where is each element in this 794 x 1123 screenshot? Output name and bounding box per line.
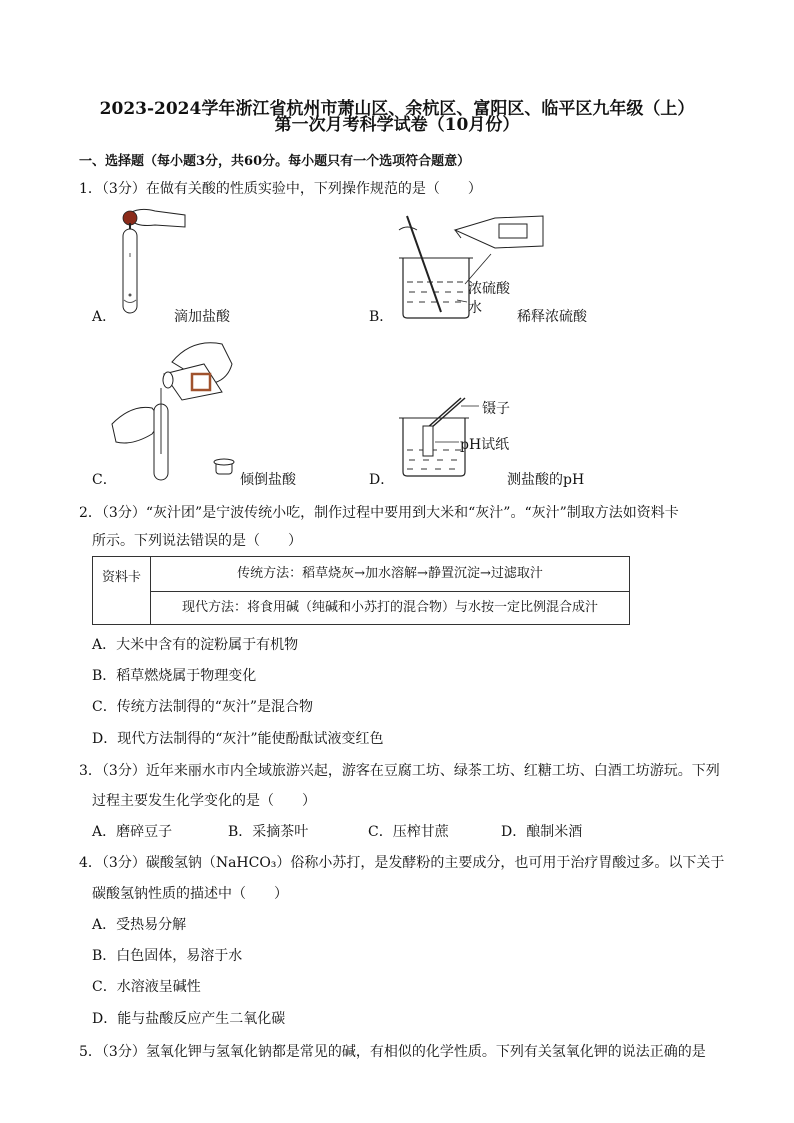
q1-option-d-caption: 测盐酸的pH	[507, 472, 585, 488]
q4-option-d: D．能与盐酸反应产生二氧化碳	[92, 1011, 286, 1027]
q3-option-c: C．压榨甘蔗	[368, 824, 449, 840]
info-card-label: 资料卡	[93, 557, 151, 624]
exam-title-line2: 第一次月考科学试卷（10月份）	[274, 115, 520, 135]
q2-stem-line1: 2．（3分）“灰汁团”是宁波传统小吃，制作过程中要用到大米和“灰汁”。“灰汁”制取方法如资料卡	[79, 505, 679, 521]
q2-option-a: A．大米中含有的淀粉属于有机物	[92, 637, 299, 653]
q1-option-d-letter: D．	[369, 472, 395, 488]
q3-stem-line1: 3．（3分）近年来丽水市内全域旅游兴起，游客在豆腐工坊、绿茶工坊、红糖工坊、白酒工坊游玩。下列	[79, 763, 720, 779]
q4-option-c: C．水溶液呈碱性	[92, 979, 201, 995]
q3-option-a: A．磨碎豆子	[92, 824, 173, 840]
q1-d-label-tweezer: 镊子	[482, 401, 510, 417]
q5-stem-line1: 5．（3分）氢氧化钾与氢氧化钠都是常见的碱，有相似的化学性质。下列有关氢氧化钾的说法正确的是	[79, 1044, 706, 1060]
q4-stem-line2: 碳酸氢钠性质的描述中（ ）	[92, 886, 288, 902]
q1-figure-c	[112, 334, 247, 484]
q3-stem-line2: 过程主要发生化学变化的是（ ）	[92, 793, 316, 809]
q4-option-b: B．白色固体，易溶于水	[92, 948, 243, 964]
exam-title-line1: 2023-2024学年浙江省杭州市萧山区、余杭区、富阳区、临平区九年级（上）	[99, 99, 695, 119]
q3-option-d: D．酿制米酒	[501, 824, 583, 840]
q1-option-b-caption: 稀释浓硫酸	[517, 309, 587, 325]
q3-option-b: B．采摘茶叶	[228, 824, 309, 840]
q2-stem-line2: 所示。下列说法错误的是（ ）	[92, 533, 302, 549]
info-card-table	[92, 556, 630, 625]
q2-option-d: D．现代方法制得的“灰汁”能使酚酞试液变红色	[92, 731, 384, 747]
q1-option-a-letter: A．	[92, 309, 117, 325]
section-heading: 一、选择题（每小题3分，共60分。每小题只有一个选项符合题意）	[79, 154, 471, 169]
q1-b-label-acid: 浓硫酸	[468, 281, 510, 297]
q4-option-a: A．受热易分解	[92, 917, 187, 933]
q1-stem: 1．（3分）在做有关酸的性质实验中，下列操作规范的是（ ）	[79, 181, 482, 197]
q1-b-label-water: 水	[468, 300, 482, 316]
q1-option-a-caption: 滴加盐酸	[174, 309, 230, 325]
q1-option-c-letter: C．	[92, 472, 117, 488]
q1-figure-a	[110, 205, 190, 320]
info-card-row-modern: 现代方法：将食用碱（纯碱和小苏打的混合物）与水按一定比例混合成汁	[181, 600, 598, 615]
q1-d-label-paper: pH试纸	[460, 437, 510, 453]
q1-option-b-letter: B．	[369, 309, 394, 325]
q2-option-c: C．传统方法制得的“灰汁”是混合物	[92, 699, 314, 715]
q4-stem-line1: 4．（3分）碳酸氢钠（NaHCO₃）俗称小苏打，是发酵粉的主要成分，也可用于治疗胃酸过多。以下关于	[79, 855, 725, 871]
q2-option-b: B．稻草燃烧属于物理变化	[92, 668, 257, 684]
info-card-row-traditional: 传统方法：稻草烧灰→加水溶解→静置沉淀→过滤取汁	[151, 557, 629, 592]
q1-option-c-caption: 倾倒盐酸	[240, 472, 296, 488]
